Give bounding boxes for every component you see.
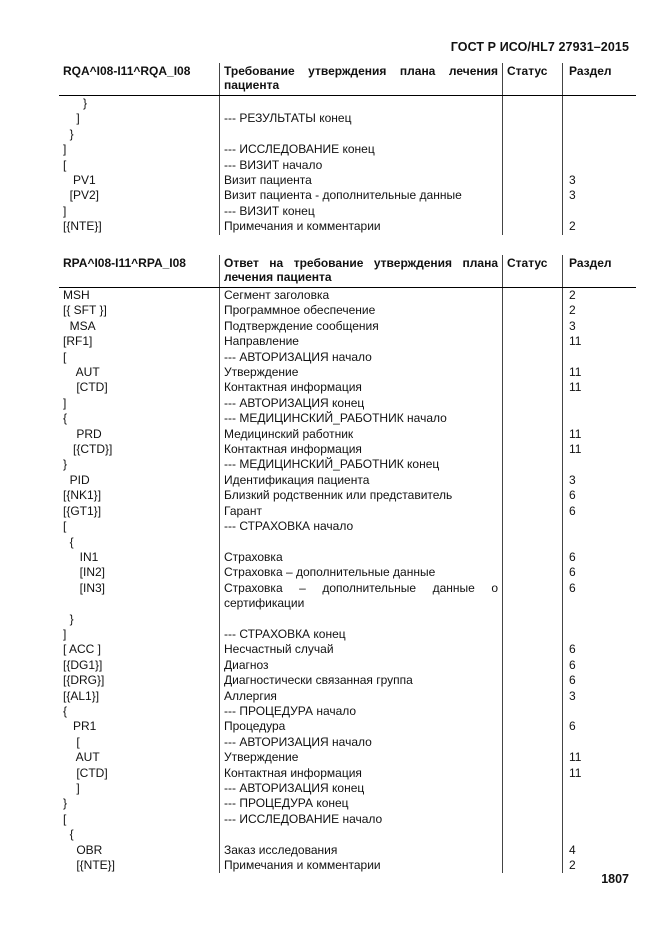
segment-cell: [{NTE}] bbox=[63, 858, 116, 873]
section-cell: 11 bbox=[562, 334, 636, 349]
description-cell: Сегмент заголовка bbox=[219, 288, 502, 303]
segment-cell: [CTD] bbox=[63, 380, 108, 395]
description-cell: --- ВИЗИТ конец bbox=[219, 204, 502, 219]
section-cell: 6 bbox=[562, 673, 636, 688]
table-row bbox=[59, 442, 636, 457]
section-cell: 6 bbox=[562, 642, 636, 657]
section-cell: 11 bbox=[562, 766, 636, 781]
table-row bbox=[59, 473, 636, 488]
status-cell bbox=[502, 519, 562, 534]
header-status: Статус bbox=[502, 63, 562, 95]
segment-cell: [ ACC ] bbox=[63, 642, 102, 657]
segment-cell: [CTD] bbox=[63, 765, 108, 780]
description-cell: --- ПРОЦЕДУРА конец bbox=[219, 796, 502, 811]
table-row bbox=[59, 858, 636, 873]
description-cell: Программное обеспечение bbox=[219, 303, 502, 318]
status-cell bbox=[502, 411, 562, 426]
section-cell bbox=[562, 827, 636, 842]
segment-cell: [ bbox=[63, 734, 80, 749]
description-cell: Контактная информация bbox=[219, 766, 502, 781]
segment-cell: OBR bbox=[63, 842, 103, 857]
status-cell bbox=[502, 380, 562, 395]
segment-cell: IN1 bbox=[63, 549, 99, 564]
description-cell: --- МЕДИЦИНСКИЙ_РАБОТНИК конец bbox=[219, 457, 502, 472]
status-cell bbox=[502, 843, 562, 858]
description-cell: Утверждение bbox=[219, 750, 502, 765]
status-cell bbox=[502, 642, 562, 657]
description-cell: Визит пациента - дополнительные данные bbox=[219, 188, 502, 203]
table-row bbox=[59, 173, 636, 188]
table-rqa-i08 bbox=[59, 63, 636, 235]
segment-cell: [{ SFT }] bbox=[63, 303, 107, 318]
status-cell bbox=[502, 719, 562, 734]
status-cell bbox=[502, 319, 562, 334]
table-row bbox=[59, 219, 636, 234]
segment-cell: PV1 bbox=[63, 173, 96, 188]
table-row bbox=[59, 658, 636, 673]
segment-cell: ] bbox=[63, 781, 80, 795]
section-cell bbox=[562, 781, 636, 796]
status-cell bbox=[502, 735, 562, 750]
description-cell: Медицинский работник bbox=[219, 427, 502, 442]
description-cell: Идентификация пациента bbox=[219, 473, 502, 488]
description-cell: Контактная информация bbox=[219, 442, 502, 457]
table-row bbox=[59, 158, 636, 173]
section-cell: 2 bbox=[562, 303, 636, 318]
status-cell bbox=[502, 473, 562, 488]
segment-cell: { bbox=[63, 827, 74, 842]
description-cell: Аллергия bbox=[219, 689, 502, 704]
segment-cell: ] bbox=[63, 395, 67, 410]
section-cell: 6 bbox=[562, 565, 636, 580]
section-cell: 11 bbox=[562, 442, 636, 457]
description-cell: Заказ исследования bbox=[219, 843, 502, 858]
table-header bbox=[59, 255, 636, 288]
description-cell: Утверждение bbox=[219, 365, 502, 380]
table-rpa-i08 bbox=[59, 255, 636, 873]
section-cell bbox=[562, 127, 636, 142]
table-row bbox=[59, 796, 636, 811]
header-message-type: RQA^I08-I11^RQA_I08 bbox=[63, 64, 191, 78]
section-cell: 3 bbox=[562, 188, 636, 203]
table-row bbox=[59, 96, 636, 111]
table-row bbox=[59, 411, 636, 426]
table-row bbox=[59, 303, 636, 318]
section-cell: 11 bbox=[562, 365, 636, 380]
header-status: Статус bbox=[502, 255, 562, 287]
description-cell: Страховка bbox=[219, 550, 502, 565]
section-cell: 2 bbox=[562, 858, 636, 873]
table-row bbox=[59, 427, 636, 442]
segment-cell: [{CTD}] bbox=[63, 442, 113, 457]
table-row bbox=[59, 812, 636, 827]
section-cell bbox=[562, 812, 636, 827]
section-cell: 2 bbox=[562, 288, 636, 303]
table-row bbox=[59, 766, 636, 781]
description-cell: --- АВТОРИЗАЦИЯ начало bbox=[219, 735, 502, 750]
status-cell bbox=[502, 812, 562, 827]
header-section: Раздел bbox=[562, 63, 636, 95]
description-cell: --- ИССЛЕДОВАНИЕ начало bbox=[219, 812, 502, 827]
table-row bbox=[59, 204, 636, 219]
table-row bbox=[59, 111, 636, 126]
status-cell bbox=[502, 689, 562, 704]
description-cell: --- ПРОЦЕДУРА начало bbox=[219, 704, 502, 719]
section-cell: 11 bbox=[562, 380, 636, 395]
page-number: 1807 bbox=[601, 872, 629, 886]
section-cell bbox=[562, 535, 636, 550]
status-cell bbox=[502, 627, 562, 642]
description-cell: Примечания и комментарии bbox=[219, 219, 502, 234]
table-body bbox=[59, 96, 636, 235]
segment-cell: MSH bbox=[63, 288, 90, 302]
section-cell: 3 bbox=[562, 473, 636, 488]
header-description: Ответ на требование утверждения плана лечения пациента bbox=[219, 255, 502, 287]
status-cell bbox=[502, 581, 562, 612]
description-cell: --- МЕДИЦИНСКИЙ_РАБОТНИК начало bbox=[219, 411, 502, 426]
table-row bbox=[59, 288, 636, 303]
status-cell bbox=[502, 457, 562, 472]
table-row bbox=[59, 319, 636, 334]
section-cell bbox=[562, 457, 636, 472]
segment-cell: ] bbox=[63, 142, 67, 157]
segment-cell: [IN2] bbox=[63, 565, 106, 580]
status-cell bbox=[502, 858, 562, 873]
segment-cell: { bbox=[63, 703, 68, 718]
section-cell bbox=[562, 396, 636, 411]
section-cell bbox=[562, 519, 636, 534]
status-cell bbox=[502, 288, 562, 303]
description-cell: --- СТРАХОВКА конец bbox=[219, 627, 502, 642]
table-row bbox=[59, 565, 636, 580]
table-row bbox=[59, 673, 636, 688]
segment-cell: [{DG1}] bbox=[63, 657, 103, 672]
table-row bbox=[59, 704, 636, 719]
table-header bbox=[59, 63, 636, 96]
section-cell: 3 bbox=[562, 689, 636, 704]
status-cell bbox=[502, 442, 562, 457]
status-cell bbox=[502, 550, 562, 565]
status-cell bbox=[502, 303, 562, 318]
header-description: Требование утверждения плана лечения пациента bbox=[219, 63, 502, 95]
segment-cell: [RF1] bbox=[63, 334, 93, 349]
table-row bbox=[59, 142, 636, 157]
segment-cell: } bbox=[63, 796, 68, 811]
segment-cell: [PV2] bbox=[63, 188, 100, 203]
status-cell bbox=[502, 158, 562, 173]
status-cell bbox=[502, 658, 562, 673]
section-cell bbox=[562, 627, 636, 642]
status-cell bbox=[502, 127, 562, 142]
section-cell bbox=[562, 796, 636, 811]
description-cell bbox=[219, 127, 502, 142]
segment-cell: } bbox=[63, 611, 74, 626]
description-cell bbox=[219, 827, 502, 842]
section-cell bbox=[562, 158, 636, 173]
segment-cell: [{NTE}] bbox=[63, 219, 102, 234]
table-row bbox=[59, 519, 636, 534]
description-cell: --- ВИЗИТ начало bbox=[219, 158, 502, 173]
description-cell: --- АВТОРИЗАЦИЯ конец bbox=[219, 781, 502, 796]
document-standard-header: ГОСТ Р ИСО/HL7 27931–2015 bbox=[450, 40, 629, 54]
segment-cell: [{AL1}] bbox=[63, 688, 100, 703]
table-row bbox=[59, 127, 636, 142]
section-cell: 4 bbox=[562, 843, 636, 858]
table-row bbox=[59, 781, 636, 796]
segment-cell: ] bbox=[63, 626, 67, 641]
section-cell: 2 bbox=[562, 219, 636, 234]
section-cell: 3 bbox=[562, 173, 636, 188]
header-message-type: RPA^I08-I11^RPA_I08 bbox=[63, 256, 186, 270]
table-row bbox=[59, 750, 636, 765]
table-row bbox=[59, 581, 636, 612]
status-cell bbox=[502, 535, 562, 550]
description-cell: Несчастный случай bbox=[219, 642, 502, 657]
table-row bbox=[59, 457, 636, 472]
status-cell bbox=[502, 111, 562, 126]
status-cell bbox=[502, 781, 562, 796]
status-cell bbox=[502, 488, 562, 503]
description-cell: Диагноз bbox=[219, 658, 502, 673]
description-cell: --- РЕЗУЛЬТАТЫ конец bbox=[219, 111, 502, 126]
status-cell bbox=[502, 750, 562, 765]
status-cell bbox=[502, 704, 562, 719]
section-cell bbox=[562, 111, 636, 126]
section-cell: 6 bbox=[562, 504, 636, 519]
description-cell: --- АВТОРИЗАЦИЯ начало bbox=[219, 350, 502, 365]
status-cell bbox=[502, 219, 562, 234]
segment-cell: { bbox=[63, 534, 74, 549]
status-cell bbox=[502, 427, 562, 442]
table-row bbox=[59, 380, 636, 395]
segment-cell: [ bbox=[63, 811, 67, 826]
table-row bbox=[59, 334, 636, 349]
table-row bbox=[59, 612, 636, 627]
table-row bbox=[59, 488, 636, 503]
table-row bbox=[59, 735, 636, 750]
segment-cell: } bbox=[63, 126, 74, 141]
status-cell bbox=[502, 350, 562, 365]
section-cell: 11 bbox=[562, 427, 636, 442]
status-cell bbox=[502, 796, 562, 811]
status-cell bbox=[502, 612, 562, 627]
table-row bbox=[59, 188, 636, 203]
segment-cell: [ bbox=[63, 157, 67, 172]
description-cell: Близкий родственник или представитель bbox=[219, 488, 502, 503]
status-cell bbox=[502, 204, 562, 219]
segment-cell: [ bbox=[63, 349, 67, 364]
section-cell: 6 bbox=[562, 581, 636, 612]
section-cell bbox=[562, 612, 636, 627]
description-cell: --- СТРАХОВКА начало bbox=[219, 519, 502, 534]
status-cell bbox=[502, 766, 562, 781]
section-cell bbox=[562, 411, 636, 426]
segment-cell: PID bbox=[63, 472, 90, 487]
section-cell: 6 bbox=[562, 550, 636, 565]
segment-cell: PR1 bbox=[63, 719, 97, 734]
section-cell: 11 bbox=[562, 750, 636, 765]
status-cell bbox=[502, 365, 562, 380]
segment-cell: } bbox=[63, 96, 88, 110]
status-cell bbox=[502, 673, 562, 688]
table-row bbox=[59, 504, 636, 519]
table-row bbox=[59, 642, 636, 657]
status-cell bbox=[502, 142, 562, 157]
segment-cell: { bbox=[63, 411, 68, 426]
description-cell: Страховка – дополнительные данные bbox=[219, 565, 502, 580]
header-section: Раздел bbox=[562, 255, 636, 287]
table-row bbox=[59, 365, 636, 380]
section-cell bbox=[562, 96, 636, 111]
table-body bbox=[59, 288, 636, 873]
segment-cell: ] bbox=[63, 203, 67, 218]
status-cell bbox=[502, 334, 562, 349]
table-row bbox=[59, 350, 636, 365]
table-row bbox=[59, 550, 636, 565]
description-cell bbox=[219, 96, 502, 111]
segment-cell: PRD bbox=[63, 426, 102, 441]
section-cell: 6 bbox=[562, 658, 636, 673]
description-cell: Контактная информация bbox=[219, 380, 502, 395]
segment-cell: MSA bbox=[63, 318, 96, 333]
section-cell: 6 bbox=[562, 719, 636, 734]
description-cell: Процедура bbox=[219, 719, 502, 734]
status-cell bbox=[502, 96, 562, 111]
table-row bbox=[59, 827, 636, 842]
table-row bbox=[59, 396, 636, 411]
description-cell: --- ИССЛЕДОВАНИЕ конец bbox=[219, 142, 502, 157]
description-cell: Примечания и комментарии bbox=[219, 858, 502, 873]
segment-cell: [{GT1}] bbox=[63, 503, 102, 518]
table-row bbox=[59, 535, 636, 550]
description-cell bbox=[219, 535, 502, 550]
description-cell: --- АВТОРИЗАЦИЯ конец bbox=[219, 396, 502, 411]
status-cell bbox=[502, 188, 562, 203]
description-cell: Страховка – дополнительные данные о сертификации bbox=[219, 581, 502, 612]
status-cell bbox=[502, 504, 562, 519]
segment-cell: } bbox=[63, 457, 68, 472]
segment-cell: AUT bbox=[63, 750, 100, 765]
section-cell bbox=[562, 204, 636, 219]
table-row bbox=[59, 627, 636, 642]
description-cell: Диагностически связанная группа bbox=[219, 673, 502, 688]
status-cell bbox=[502, 565, 562, 580]
status-cell bbox=[502, 827, 562, 842]
segment-cell: [{DRG}] bbox=[63, 673, 105, 688]
description-cell: Направление bbox=[219, 334, 502, 349]
description-cell bbox=[219, 612, 502, 627]
segment-cell: [ bbox=[63, 519, 67, 534]
table-row bbox=[59, 843, 636, 858]
description-cell: Подтверждение сообщения bbox=[219, 319, 502, 334]
section-cell bbox=[562, 704, 636, 719]
section-cell bbox=[562, 735, 636, 750]
description-cell: Гарант bbox=[219, 504, 502, 519]
section-cell: 3 bbox=[562, 319, 636, 334]
status-cell bbox=[502, 396, 562, 411]
segment-cell: [{NK1}] bbox=[63, 488, 102, 503]
section-cell bbox=[562, 350, 636, 365]
description-cell: Визит пациента bbox=[219, 173, 502, 188]
segment-cell: [IN3] bbox=[63, 580, 106, 595]
segment-cell: AUT bbox=[63, 365, 100, 380]
table-row bbox=[59, 719, 636, 734]
table-row bbox=[59, 689, 636, 704]
section-cell bbox=[562, 142, 636, 157]
section-cell: 6 bbox=[562, 488, 636, 503]
status-cell bbox=[502, 173, 562, 188]
segment-cell: ] bbox=[63, 111, 80, 126]
